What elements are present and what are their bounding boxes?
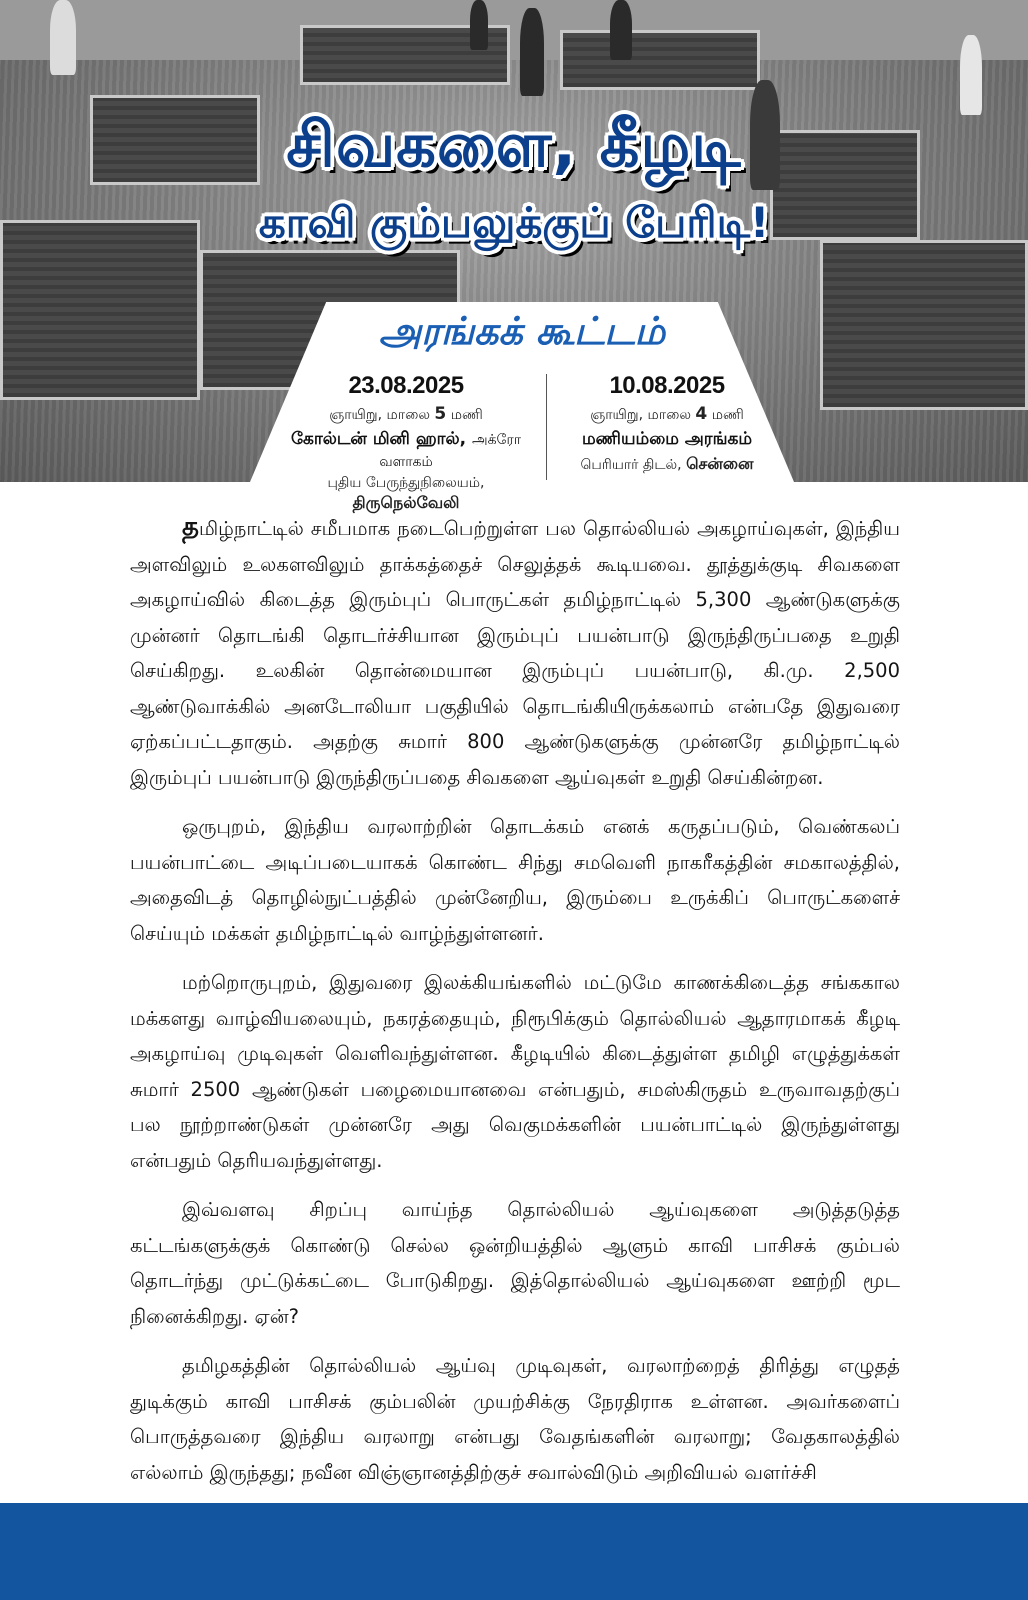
photo-worker <box>50 0 76 75</box>
photo-worker <box>960 35 982 115</box>
main-title: சிவகளை, கீழடி <box>286 108 742 181</box>
photo-worker <box>470 0 488 50</box>
footer-band <box>0 1503 1028 1600</box>
article-paragraph: தமிழகத்தின் தொல்லியல் ஆய்வு முடிவுகள், வரலாற்றைத் திரித்து எழுதத் துடிக்கும் காவி பாசிசக் கும்பலின் முயற்சிக்கு நேரதிராக உள்ளன. அவர்களைப் பொருத்தவரை இந்திய வரலாறு என்பது வேதங்களின் வரலாறு; வேதகாலத்தில் எல்லாம் இருந்தது; நவீன விஞ்ஞானத்திற்குச் சவால்விடும் அறிவியல் வளர்ச்சி <box>130 1354 900 1484</box>
event-time: ஞாயிறு, மாலை 4 மணி <box>590 404 744 424</box>
photo-worker <box>520 8 544 96</box>
event-chennai <box>552 372 782 475</box>
event-divider <box>546 374 547 480</box>
event-address: புதிய பேருந்துநிலையம், திருநெல்வேலி <box>327 475 485 512</box>
header-photo <box>0 0 1028 512</box>
article-body <box>130 510 900 1504</box>
event-tirunelveli <box>272 372 540 514</box>
event-venue: மணியம்மை அரங்கம் <box>581 429 753 449</box>
photo-worker <box>610 0 632 60</box>
article-paragraph: ஒருபுறம், இந்திய வரலாற்றின் தொடக்கம் எனக் கருதப்படும், வெண்கலப் பயன்பாட்டை அடிப்படையாகக் கொண்ட சிந்து சமவெளி நாகரீகத்தின் சமகாலத்தில், அதைவிடத் தொழில்நுட்பத்தில் முன்னேறிய, இரும்பை உருக்கிப் பொருட்களைச் செய்யும் மக்கள் தமிழ்நாட்டில் வாழ்ந்துள்ளனர். <box>130 815 900 945</box>
photo-pit <box>560 30 760 90</box>
photo-pit <box>820 240 1028 410</box>
event-type-heading: அரங்கக் கூட்டம் <box>378 308 666 353</box>
event-venue: கோல்டன் மினி ஹால், அக்ரோ வளாகம் <box>290 429 522 470</box>
photo-ground <box>0 0 1028 60</box>
event-address: பெரியார் திடல், சென்னை <box>580 454 754 473</box>
article-paragraph: தமிழ்நாட்டில் சமீபமாக நடைபெற்றுள்ள பல தொல்லியல் அகழாய்வுகள், இந்திய அளவிலும் உலகளவிலும் தாக்கத்தைச் செலுத்தக் கூடியவை. தூத்துக்குடி சிவகளை அகழாய்வில் கிடைத்த இரும்புப் பொருட்கள் தமிழ்நாட்டில் 5,300 ஆண்டுகளுக்கு முன்னர் தொடங்கி தொடர்ச்சியான இரும்புப் பயன்பாடு இருந்திருப்பதை உறுதி செய்கிறது. உலகின் தொன்மையான இரும்புப் பயன்பாடு, கி.மு. 2,500 ஆண்டுவாக்கில் அனடோலியா பகுதியில் தொடங்கியிருக்கலாம் என்பதே இதுவரை ஏற்கப்பட்டதாகும். அதற்கு சுமார் 800 ஆண்டுகளுக்கு முன்னரே தமிழ்நாட்டில் இரும்புப் பயன்பாடு இருந்திருப்பதை சிவகளை ஆய்வுகள் உறுதி செய்கின்றன. <box>130 512 900 789</box>
article-paragraph: இவ்வளவு சிறப்பு வாய்ந்த தொல்லியல் ஆய்வுகளை அடுத்தடுத்த கட்டங்களுக்குக் கொண்டு செல்ல ஒன்றியத்தில் ஆளும் காவி பாசிசக் கும்பல் தொடர்ந்து முட்டுக்கட்டை போடுகிறது. இத்தொல்லியல் ஆய்வுகளை ஊற்றி மூட நினைக்கிறது. ஏன்? <box>130 1198 900 1328</box>
event-date: 23.08.2025 <box>348 372 464 399</box>
event-time: ஞாயிறு, மாலை 5 மணி <box>329 404 483 424</box>
subtitle: காவி கும்பலுக்குப் பேரிடி! <box>258 198 770 247</box>
article-paragraph: மற்றொருபுறம், இதுவரை இலக்கியங்களில் மட்டுமே காணக்கிடைத்த சங்ககால மக்களது வாழ்வியலையும், நகரத்தையும், நிரூபிக்கும் தொல்லியல் ஆதாரமாகக் கீழடி அகழாய்வு முடிவுகள் வெளிவந்துள்ளன. கீழடியில் கிடைத்துள்ள தமிழி எழுத்துக்கள் சுமார் 2500 ஆண்டுகள் பழைமையானவை என்பதும், சமஸ்கிருதம் உருவாவதற்குப் பல நூற்றாண்டுகள் முன்னரே அது வெகுமக்களின் பயன்பாட்டில் இருந்துள்ளது என்பதும் தெரியவந்துள்ளது. <box>130 971 900 1172</box>
event-date: 10.08.2025 <box>609 372 725 399</box>
